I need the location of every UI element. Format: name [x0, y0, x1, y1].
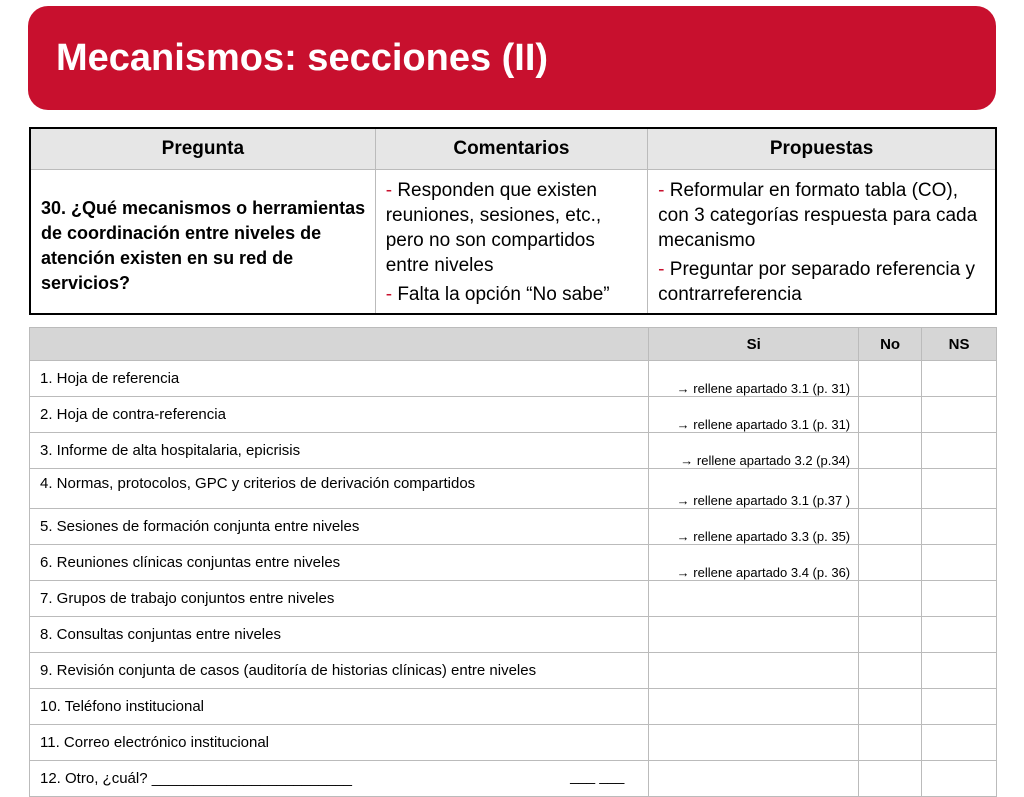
mechanism-label: 10. Teléfono institucional: [30, 689, 649, 725]
si-cell[interactable]: [649, 653, 859, 689]
header-pregunta: Pregunta: [30, 128, 375, 170]
mechanism-table-header: [30, 328, 997, 361]
referral-note: rellene apartado 3.1 (p.37 ): [693, 493, 851, 508]
header-ns: NS: [922, 328, 997, 361]
question-row: [30, 170, 996, 315]
question-table-header: [30, 128, 996, 170]
comments-cell: [375, 170, 647, 315]
referral-note: rellene apartado 3.4 (p. 36): [693, 565, 851, 580]
referral-note: rellene apartado 3.3 (p. 35): [693, 529, 851, 544]
si-cell[interactable]: [649, 617, 859, 653]
header-si: Si: [649, 328, 859, 361]
question-text: 30. ¿Qué mecanismos o herramientas de coordinación entre niveles de atención existen en su red de servicios?: [30, 170, 375, 315]
ns-cell[interactable]: [922, 397, 997, 433]
header-propuestas: Propuestas: [648, 128, 996, 170]
si-cell[interactable]: [649, 397, 859, 433]
other-blank-lines[interactable]: ___ ___: [570, 768, 625, 785]
arrow-right-icon: →: [676, 565, 690, 580]
page-title: Mecanismos: secciones (II): [56, 36, 549, 79]
question-table: [29, 127, 997, 315]
mechanism-rows: [30, 361, 997, 797]
table-row: [30, 433, 997, 469]
table-row: [30, 397, 997, 433]
si-cell[interactable]: [649, 581, 859, 617]
no-cell[interactable]: [859, 509, 922, 545]
ns-cell[interactable]: [922, 509, 997, 545]
arrow-right-icon: →: [676, 529, 690, 544]
ns-cell[interactable]: [922, 469, 997, 509]
ns-cell[interactable]: [922, 689, 997, 725]
ns-cell[interactable]: [922, 361, 997, 397]
no-cell[interactable]: [859, 617, 922, 653]
mechanism-label: 3. Informe de alta hospitalaria, epicrisis: [30, 433, 649, 469]
title-banner: [28, 6, 996, 110]
ns-cell[interactable]: [922, 761, 997, 797]
proposal-item: - Reformular en formato tabla (CO), con 3 categorías respuesta para cada mecanismo: [658, 180, 978, 251]
si-cell[interactable]: [649, 761, 859, 797]
no-cell[interactable]: [859, 397, 922, 433]
mechanism-label: 2. Hoja de contra-referencia: [30, 397, 649, 433]
ns-cell[interactable]: [922, 581, 997, 617]
mechanism-label: 7. Grupos de trabajo conjuntos entre niveles: [30, 581, 649, 617]
table-row: [30, 725, 997, 761]
ns-cell[interactable]: [922, 725, 997, 761]
table-row: [30, 469, 997, 509]
referral-note: rellene apartado 3.2 (p.34): [696, 453, 851, 468]
header-blank: [30, 328, 649, 361]
no-cell[interactable]: [859, 469, 922, 509]
referral-note: rellene apartado 3.1 (p. 31): [693, 381, 851, 396]
si-cell[interactable]: [649, 725, 859, 761]
si-cell[interactable]: [649, 545, 859, 581]
table-row: [30, 361, 997, 397]
proposal-item: - Preguntar por separado referencia y contrarreferencia: [658, 259, 975, 305]
mechanism-label: 9. Revisión conjunta de casos (auditoría de historias clínicas) entre niveles: [30, 653, 649, 689]
header-comentarios: Comentarios: [375, 128, 647, 170]
table-row: [30, 581, 997, 617]
mechanism-label: 6. Reuniones clínicas conjuntas entre niveles: [30, 545, 649, 581]
si-cell[interactable]: [649, 361, 859, 397]
si-cell[interactable]: [649, 433, 859, 469]
si-cell[interactable]: [649, 469, 859, 509]
si-cell[interactable]: [649, 509, 859, 545]
no-cell[interactable]: [859, 581, 922, 617]
comment-item: - Responden que existen reuniones, sesiones, etc., pero no son compartidos entre niveles: [385, 180, 602, 276]
comment-item: - Falta la opción “No sabe”: [385, 284, 610, 305]
mechanism-label: 4. Normas, protocolos, GPC y criterios de derivación compartidos: [30, 469, 649, 509]
table-row: [30, 653, 997, 689]
arrow-right-icon: →: [680, 453, 694, 468]
mechanism-table: [29, 327, 997, 797]
no-cell[interactable]: [859, 761, 922, 797]
mechanism-label: 11. Correo electrónico institucional: [30, 725, 649, 761]
table-row: [30, 617, 997, 653]
no-cell[interactable]: [859, 433, 922, 469]
no-cell[interactable]: [859, 653, 922, 689]
no-cell[interactable]: [859, 725, 922, 761]
table-row: [30, 545, 997, 581]
no-cell[interactable]: [859, 361, 922, 397]
mechanism-label: 5. Sesiones de formación conjunta entre niveles: [30, 509, 649, 545]
no-cell[interactable]: [859, 545, 922, 581]
si-cell[interactable]: [649, 689, 859, 725]
arrow-right-icon: →: [676, 381, 690, 396]
mechanism-label: 12. Otro, ¿cuál? ________________________ ___ ___: [30, 761, 649, 797]
arrow-right-icon: →: [676, 417, 690, 432]
arrow-right-icon: →: [676, 493, 690, 508]
table-row: [30, 509, 997, 545]
table-row: [30, 761, 997, 797]
proposals-cell: [648, 170, 996, 315]
mechanism-label: 8. Consultas conjuntas entre niveles: [30, 617, 649, 653]
ns-cell[interactable]: [922, 433, 997, 469]
table-row: [30, 689, 997, 725]
header-no: No: [859, 328, 922, 361]
ns-cell[interactable]: [922, 653, 997, 689]
mechanism-label: 1. Hoja de referencia: [30, 361, 649, 397]
no-cell[interactable]: [859, 689, 922, 725]
ns-cell[interactable]: [922, 617, 997, 653]
ns-cell[interactable]: [922, 545, 997, 581]
referral-note: rellene apartado 3.1 (p. 31): [693, 417, 851, 432]
